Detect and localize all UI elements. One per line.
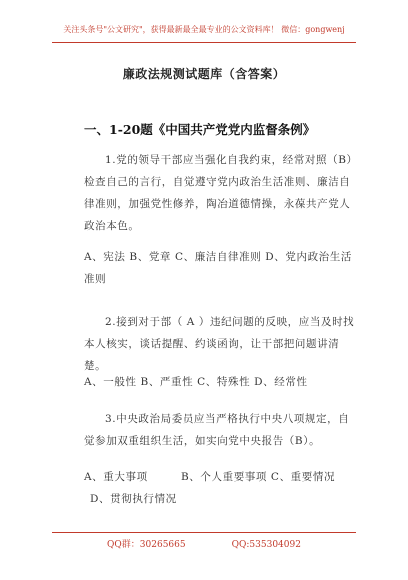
- question-2-options: A、一般性 B、严重性 C、特殊性 D、经常性: [84, 376, 308, 388]
- header-divider: [52, 42, 356, 43]
- footer-divider: [52, 532, 356, 533]
- header-note: 关注头条号"公文研究"，获得最新最全最专业的公文资料库！ 微信：gongwenj: [63, 25, 345, 34]
- footer-qq-group: QQ群：30265665: [107, 540, 186, 550]
- question-1-stem: 1.党的领导干部应当强化自我约束，经常对照（B）检查自己的言行，自觉遵守党内政治生活准则、廉洁自律准则，加强党性修养，陶冶道德情操，永葆共产党人政治本色。: [84, 154, 358, 232]
- question-3-options: [84, 466, 374, 510]
- question-3-stem: 3.中央政治局委员应当严格执行中央八项规定，自觉参加双重组织生活，如实向党中央报告（B）。: [84, 413, 350, 447]
- section-heading: 一、1-20题《中国共产党党内监督条例》: [84, 122, 316, 137]
- question-2-stem: 2.接到对于部（ A ）违纪问题的反映，应当及时找本人核实，谈话提醒、约谈函询，让干部把问题讲清楚。: [84, 316, 355, 372]
- question-3-options-line-2: D、贯彻执行情况: [90, 493, 177, 505]
- footer-qq: QQ:535304092: [231, 540, 301, 550]
- document-title: 廉政法规测试题库（含答案）: [122, 67, 286, 81]
- question-1-options: A、宪法 B、党章 C、廉洁自律准则 D、党内政治生活准则: [84, 251, 352, 285]
- footer: [0, 537, 408, 550]
- question-3-options-line-1: A、重大事项 B、个人重要事项 C、重要情况: [84, 471, 336, 483]
